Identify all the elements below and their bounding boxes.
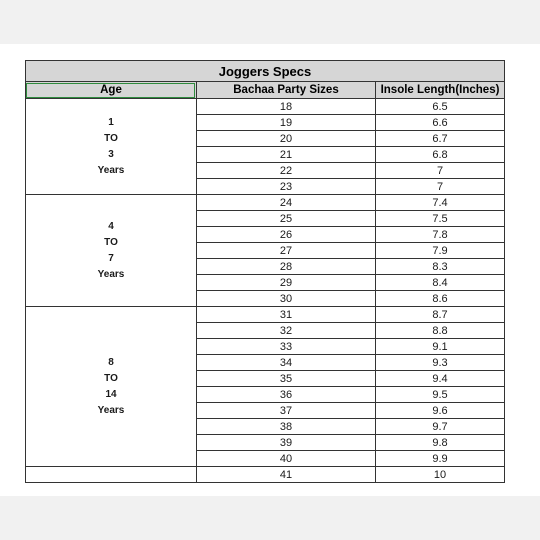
insole-cell[interactable]: 7.8 (375, 227, 505, 243)
size-cell[interactable]: 39 (196, 435, 375, 451)
insole-cell[interactable]: 9.3 (375, 355, 505, 371)
age-group-unit: Years (97, 404, 125, 416)
age-group-to: 7 (108, 252, 114, 264)
size-cell[interactable]: 23 (196, 179, 375, 195)
size-cell[interactable]: 37 (196, 403, 375, 419)
insole-cell[interactable]: 7.4 (375, 195, 505, 211)
insole-cell[interactable]: 8.7 (375, 307, 505, 323)
age-group-from: 8 (108, 356, 114, 368)
insole-cell[interactable]: 6.8 (375, 147, 505, 163)
insole-cell[interactable]: 9.6 (375, 403, 505, 419)
insole-cell[interactable]: 8.4 (375, 275, 505, 291)
size-cell[interactable]: 26 (196, 227, 375, 243)
size-cell[interactable]: 38 (196, 419, 375, 435)
size-cell[interactable]: 30 (196, 291, 375, 307)
table-title[interactable]: Joggers Specs (25, 60, 505, 82)
insole-cell[interactable]: 9.7 (375, 419, 505, 435)
age-group-to-word: TO (104, 236, 118, 248)
age-group-cell[interactable] (25, 99, 196, 195)
size-cell[interactable]: 41 (196, 467, 375, 483)
size-cell[interactable]: 18 (196, 99, 375, 115)
insole-cell[interactable]: 10 (375, 467, 505, 483)
age-group-cell[interactable] (25, 307, 196, 467)
size-cell[interactable]: 36 (196, 387, 375, 403)
insole-cell[interactable]: 6.6 (375, 115, 505, 131)
insole-cell[interactable]: 6.7 (375, 131, 505, 147)
age-group-to-word: TO (104, 132, 118, 144)
age-group-to: 3 (108, 148, 114, 160)
age-group-unit: Years (97, 268, 125, 280)
header-age[interactable]: Age (25, 82, 196, 99)
header-insole[interactable]: Insole Length(Inches) (375, 82, 505, 99)
size-cell[interactable]: 20 (196, 131, 375, 147)
size-cell[interactable]: 31 (196, 307, 375, 323)
size-cell[interactable]: 27 (196, 243, 375, 259)
size-cell[interactable]: 28 (196, 259, 375, 275)
insole-cell[interactable]: 9.9 (375, 451, 505, 467)
age-group-unit: Years (97, 164, 125, 176)
insole-cell[interactable]: 9.5 (375, 387, 505, 403)
size-cell[interactable]: 33 (196, 339, 375, 355)
size-cell[interactable]: 22 (196, 163, 375, 179)
age-group-to-word: TO (104, 372, 118, 384)
size-cell[interactable]: 24 (196, 195, 375, 211)
insole-cell[interactable]: 9.1 (375, 339, 505, 355)
insole-cell[interactable]: 7 (375, 179, 505, 195)
age-group-to: 14 (105, 388, 117, 400)
insole-cell[interactable]: 8.8 (375, 323, 505, 339)
insole-cell[interactable]: 9.4 (375, 371, 505, 387)
joggers-spec-table (25, 60, 505, 487)
size-cell[interactable]: 19 (196, 115, 375, 131)
insole-cell[interactable]: 6.5 (375, 99, 505, 115)
size-cell[interactable]: 34 (196, 355, 375, 371)
size-cell[interactable]: 32 (196, 323, 375, 339)
insole-cell[interactable]: 8.6 (375, 291, 505, 307)
spreadsheet-area (0, 44, 540, 496)
insole-cell[interactable]: 7 (375, 163, 505, 179)
age-group-from: 4 (108, 220, 114, 232)
size-cell[interactable]: 21 (196, 147, 375, 163)
age-empty-cell[interactable] (25, 467, 196, 483)
size-cell[interactable]: 25 (196, 211, 375, 227)
insole-cell[interactable]: 7.9 (375, 243, 505, 259)
size-cell[interactable]: 40 (196, 451, 375, 467)
insole-cell[interactable]: 7.5 (375, 211, 505, 227)
header-size[interactable]: Bachaa Party Sizes (196, 82, 375, 99)
age-group-cell[interactable] (25, 195, 196, 307)
age-group-from: 1 (108, 116, 114, 128)
insole-cell[interactable]: 9.8 (375, 435, 505, 451)
size-cell[interactable]: 35 (196, 371, 375, 387)
insole-cell[interactable]: 8.3 (375, 259, 505, 275)
size-cell[interactable]: 29 (196, 275, 375, 291)
